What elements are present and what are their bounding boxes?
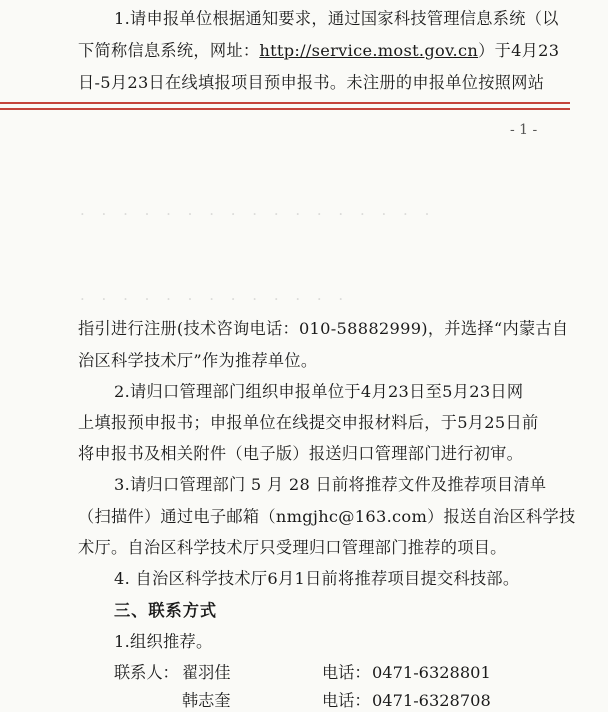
para-line-5: 将申报书及相关附件（电子版）报送归口管理部门进行初审。: [78, 444, 524, 463]
bleed-through-mark-1: · · · · · · · · · · · · · · · · ·: [80, 205, 436, 223]
red-rule-bottom: [0, 108, 570, 110]
para-line-1: 指引进行注册(技术咨询电话：010-58882999)，并选择“内蒙古自: [78, 319, 569, 338]
phone-label-2: 电话：: [322, 691, 371, 710]
para-line-9: 4. 自治区科学技术厅6月1日前将推荐项目提交科技部。: [114, 569, 520, 588]
para-line-7: （扫描件）通过电子邮箱（nmgjhc@163.com）报送自治区科学技: [78, 507, 576, 526]
page1-line-2: [78, 40, 568, 62]
contact-name-1: 翟羽佳: [182, 663, 231, 682]
website-url: http://service.most.gov.cn: [259, 41, 479, 60]
page1-line-3: 日-5月23日在线填报项目预申报书。未注册的申报单位按照网站: [78, 73, 545, 92]
page1-line-2-tail: ）于4月23: [478, 41, 560, 60]
subsection-title: 1.组织推荐。: [114, 632, 213, 651]
para-line-2: 治区科学技术厅”作为推荐单位。: [78, 351, 318, 370]
contact-label: 联系人：: [114, 663, 179, 682]
phone-label-1: 电话：: [322, 663, 371, 682]
para-line-8: 术厅。自治区科学技术厅只受理归口管理部门推荐的项目。: [78, 538, 507, 557]
phone-number-1: 0471-6328801: [372, 663, 491, 682]
section-heading: 三、联系方式: [114, 601, 218, 620]
page-number: - 1 -: [510, 122, 538, 138]
page1-line-2-text: 下简称信息系统，网址：: [78, 41, 260, 60]
red-rule-top: [0, 102, 570, 104]
contact-name-2: 韩志奎: [182, 691, 231, 710]
para-line-3: 2.请归口管理部门组织申报单位于4月23日至5月23日网: [114, 382, 524, 401]
page1-line-1: 1.请申报单位根据通知要求，通过国家科技管理信息系统（以: [114, 9, 559, 28]
para-line-4: 上填报预申报书；申报单位在线提交申报材料后，于5月25日前: [78, 413, 539, 432]
phone-number-2: 0471-6328708: [372, 691, 491, 710]
para-line-6: 3.请归口管理部门 5 月 28 日前将推荐文件及推荐项目清单: [114, 475, 547, 494]
bleed-through-mark-2: · · · · · · · · · · · · ·: [80, 290, 350, 308]
